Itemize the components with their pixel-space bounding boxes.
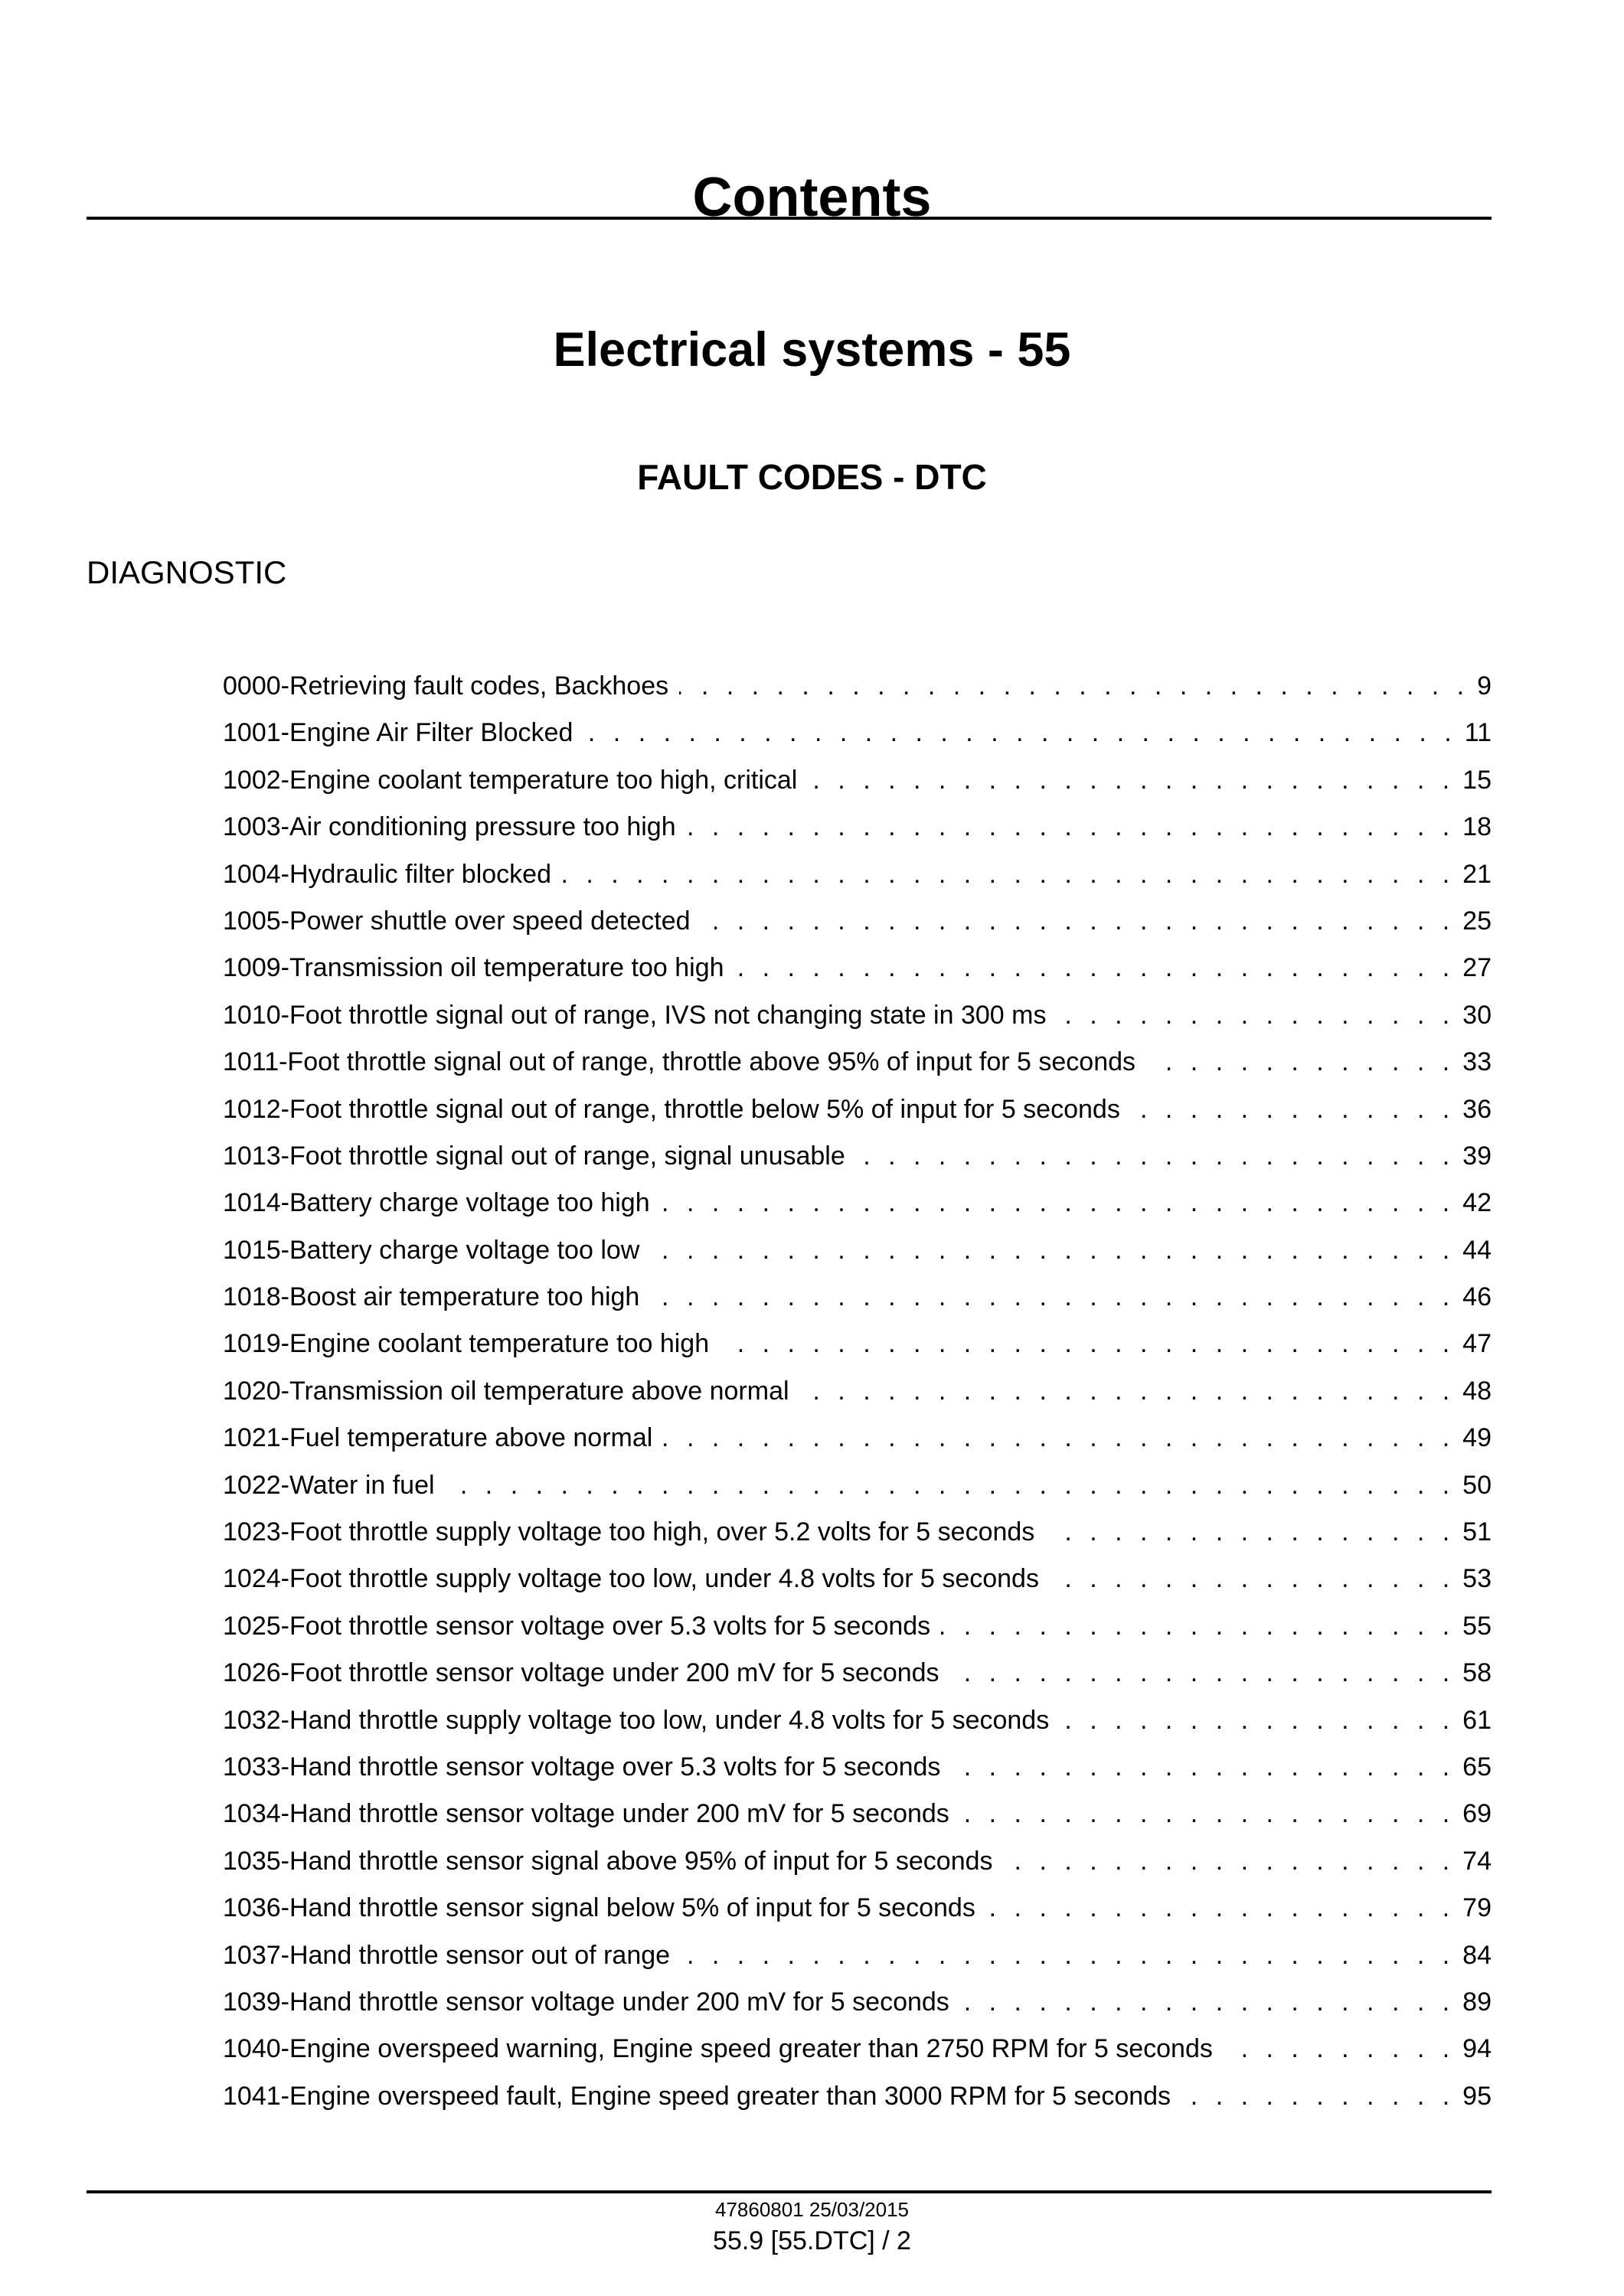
- toc-entry[interactable]: [223, 1462, 1492, 1509]
- toc-entry-page-number: 27: [1462, 953, 1492, 983]
- toc-entry[interactable]: [223, 1180, 1492, 1226]
- toc-dot-leader: [687, 804, 1456, 851]
- toc-entry-title: 1014-Battery charge voltage too high: [223, 1188, 650, 1218]
- toc-entry[interactable]: [223, 663, 1492, 710]
- toc-entry-title: 1039-Hand throttle sensor voltage under 200 mV for 5 seconds: [223, 1987, 949, 2017]
- toc-entry-page-number: 49: [1462, 1423, 1492, 1453]
- toc-entry[interactable]: [223, 1603, 1492, 1650]
- toc-entry-title: 1009-Transmission oil temperature too high: [223, 953, 724, 983]
- toc-entry-page-number: 58: [1462, 1658, 1492, 1688]
- toc-entry-title: 0000-Retrieving fault codes, Backhoes: [223, 671, 669, 701]
- toc-entry[interactable]: [223, 804, 1492, 851]
- toc-entry[interactable]: [223, 1697, 1492, 1744]
- toc-dot-leader: [1045, 1509, 1455, 1556]
- header-divider: [87, 217, 1492, 220]
- toc-entry-page-number: 47: [1462, 1329, 1492, 1359]
- toc-entry-page-number: 30: [1462, 1000, 1492, 1030]
- toc-entry[interactable]: [223, 851, 1492, 898]
- toc-entry[interactable]: [223, 1932, 1492, 1979]
- toc-entry-page-number: 44: [1462, 1235, 1492, 1265]
- toc-entry-page-number: 15: [1462, 765, 1492, 795]
- toc-entry[interactable]: [223, 1556, 1492, 1602]
- toc-entry-page-number: 21: [1462, 859, 1492, 889]
- footer-divider: [87, 2190, 1492, 2193]
- toc-entry[interactable]: [223, 1368, 1492, 1415]
- toc-entry[interactable]: [223, 2073, 1492, 2120]
- toc-dot-leader: [650, 1227, 1455, 1274]
- toc-entry-page-number: 25: [1462, 906, 1492, 936]
- toc-entry-title: 1005-Power shuttle over speed detected: [223, 906, 691, 936]
- toc-entry-title: 1021-Fuel temperature above normal: [223, 1423, 653, 1453]
- toc-entry[interactable]: [223, 1227, 1492, 1274]
- toc-entry-title: 1041-Engine overspeed fault, Engine speed greater than 3000 RPM for 5 seconds: [223, 2081, 1171, 2111]
- toc-entry-page-number: 84: [1462, 1940, 1492, 1970]
- toc-entry[interactable]: [223, 1133, 1492, 1180]
- toc-dot-leader: [583, 710, 1456, 756]
- toc-entry-page-number: 65: [1462, 1752, 1492, 1782]
- toc-entry[interactable]: [223, 1415, 1492, 1462]
- toc-dot-leader: [701, 898, 1456, 945]
- toc-dot-leader: [1146, 1039, 1455, 1086]
- toc-dot-leader: [562, 851, 1455, 898]
- footer-document-reference: 47860801 25/03/2015: [714, 2198, 910, 2221]
- toc-dot-leader: [679, 663, 1469, 710]
- toc-dot-leader: [735, 945, 1456, 991]
- toc-entry-title: 1040-Engine overspeed warning, Engine speed greater than 2750 RPM for 5 seconds: [223, 2034, 1213, 2064]
- toc-entry[interactable]: [223, 1885, 1492, 1932]
- toc-entry[interactable]: [223, 1321, 1492, 1367]
- toc-dot-leader: [1181, 2073, 1455, 2120]
- toc-entry-page-number: 18: [1462, 812, 1492, 842]
- toc-entry[interactable]: [223, 898, 1492, 945]
- toc-entry-page-number: 61: [1462, 1705, 1492, 1735]
- toc-dot-leader: [960, 1979, 1455, 2026]
- toc-dot-leader: [1131, 1086, 1455, 1133]
- toc-entry-title: 1015-Battery charge voltage too low: [223, 1235, 640, 1265]
- toc-entry-title: 1020-Transmission oil temperature above normal: [223, 1376, 789, 1406]
- toc-dot-leader: [1224, 2026, 1455, 2072]
- toc-dot-leader: [1060, 1697, 1455, 1744]
- toc-entry-title: 1013-Foot throttle signal out of range, signal unusable: [223, 1141, 845, 1171]
- toc-entry[interactable]: [223, 1650, 1492, 1697]
- toc-entry-page-number: 9: [1477, 671, 1492, 701]
- toc-entry-title: 1035-Hand throttle sensor signal above 95% of input for 5 seconds: [223, 1846, 993, 1876]
- toc-entry-title: 1032-Hand throttle supply voltage too low, under 4.8 volts for 5 seconds: [223, 1705, 1050, 1735]
- toc-entry-title: 1004-Hydraulic filter blocked: [223, 859, 551, 889]
- table-of-contents: [223, 663, 1492, 2120]
- group-title: DIAGNOSTIC: [87, 554, 287, 590]
- toc-dot-leader: [960, 1791, 1455, 1837]
- toc-dot-leader: [1004, 1838, 1456, 1885]
- toc-entry-page-number: 74: [1462, 1846, 1492, 1876]
- toc-dot-leader: [1057, 992, 1455, 1039]
- toc-entry[interactable]: [223, 992, 1492, 1039]
- toc-dot-leader: [856, 1133, 1455, 1180]
- footer-page-reference: 55.9 [55.DTC] / 2: [713, 2226, 911, 2255]
- toc-dot-leader: [800, 1368, 1456, 1415]
- toc-dot-leader: [681, 1932, 1455, 1979]
- toc-entry[interactable]: [223, 1744, 1492, 1791]
- toc-dot-leader: [986, 1885, 1455, 1932]
- page-title: Contents: [692, 167, 932, 229]
- toc-entry-page-number: 11: [1464, 718, 1492, 748]
- toc-entry[interactable]: [223, 1791, 1492, 1837]
- toc-entry-title: 1026-Foot throttle sensor voltage under 200 mV for 5 seconds: [223, 1658, 939, 1688]
- toc-entry-title: 1034-Hand throttle sensor voltage under 200 mV for 5 seconds: [223, 1799, 949, 1829]
- toc-entry-title: 1036-Hand throttle sensor signal below 5% of input for 5 seconds: [223, 1893, 975, 1923]
- toc-entry-title: 1023-Foot throttle supply voltage too high, over 5.2 volts for 5 seconds: [223, 1517, 1035, 1547]
- toc-entry[interactable]: [223, 1039, 1492, 1086]
- toc-entry-title: 1018-Boost air temperature too high: [223, 1282, 640, 1312]
- toc-entry[interactable]: [223, 1509, 1492, 1556]
- toc-entry-title: 1002-Engine coolant temperature too high, critical: [223, 765, 798, 795]
- toc-entry-page-number: 95: [1462, 2081, 1492, 2111]
- toc-entry-page-number: 48: [1462, 1376, 1492, 1406]
- toc-entry-page-number: 53: [1462, 1564, 1492, 1594]
- toc-entry-title: 1024-Foot throttle supply voltage too low, under 4.8 volts for 5 seconds: [223, 1564, 1039, 1594]
- section-title: Electrical systems - 55: [553, 323, 1071, 377]
- toc-entry[interactable]: [223, 1086, 1492, 1133]
- toc-entry-title: 1010-Foot throttle signal out of range, IVS not changing state in 300 ms: [223, 1000, 1047, 1030]
- toc-entry-title: 1025-Foot throttle sensor voltage over 5.3 volts for 5 seconds: [223, 1611, 931, 1641]
- toc-entry-title: 1033-Hand throttle sensor voltage over 5.3 volts for 5 seconds: [223, 1752, 941, 1782]
- toc-entry-title: 1037-Hand throttle sensor out of range: [223, 1940, 671, 1970]
- toc-entry-page-number: 69: [1462, 1799, 1492, 1829]
- toc-dot-leader: [446, 1462, 1456, 1509]
- toc-entry-page-number: 33: [1462, 1047, 1492, 1077]
- toc-entry-page-number: 79: [1462, 1893, 1492, 1923]
- toc-entry-page-number: 55: [1462, 1611, 1492, 1641]
- toc-entry-title: 1001-Engine Air Filter Blocked: [223, 718, 573, 748]
- toc-dot-leader: [663, 1415, 1455, 1462]
- toc-entry-title: 1003-Air conditioning pressure too high: [223, 812, 676, 842]
- toc-dot-leader: [808, 757, 1455, 804]
- toc-dot-leader: [1050, 1556, 1455, 1602]
- toc-entry[interactable]: [223, 1838, 1492, 1885]
- toc-entry[interactable]: [223, 1979, 1492, 2026]
- toc-entry[interactable]: [223, 1274, 1492, 1321]
- subsection-title: FAULT CODES - DTC: [637, 457, 987, 497]
- toc-entry[interactable]: [223, 2026, 1492, 2072]
- toc-dot-leader: [661, 1180, 1456, 1226]
- toc-entry-title: 1019-Engine coolant temperature too high: [223, 1329, 710, 1359]
- toc-dot-leader: [950, 1650, 1456, 1697]
- toc-dot-leader: [720, 1321, 1455, 1367]
- toc-entry-page-number: 46: [1462, 1282, 1492, 1312]
- toc-entry[interactable]: [223, 710, 1492, 756]
- toc-entry-title: 1022-Water in fuel: [223, 1470, 435, 1500]
- toc-entry-page-number: 39: [1462, 1141, 1492, 1171]
- toc-entry[interactable]: [223, 757, 1492, 804]
- toc-entry-page-number: 36: [1462, 1094, 1492, 1124]
- toc-entry-title: 1012-Foot throttle signal out of range, throttle below 5% of input for 5 seconds: [223, 1094, 1120, 1124]
- toc-entry-page-number: 94: [1462, 2034, 1492, 2064]
- toc-entry-page-number: 42: [1462, 1188, 1492, 1218]
- toc-entry[interactable]: [223, 945, 1492, 991]
- toc-entry-page-number: 89: [1462, 1987, 1492, 2017]
- toc-entry-title: 1011-Foot throttle signal out of range, throttle above 95% of input for 5 seconds: [223, 1047, 1136, 1077]
- toc-dot-leader: [951, 1744, 1455, 1791]
- toc-entry-page-number: 51: [1462, 1517, 1492, 1547]
- toc-entry-page-number: 50: [1462, 1470, 1492, 1500]
- toc-dot-leader: [941, 1603, 1455, 1650]
- toc-dot-leader: [650, 1274, 1455, 1321]
